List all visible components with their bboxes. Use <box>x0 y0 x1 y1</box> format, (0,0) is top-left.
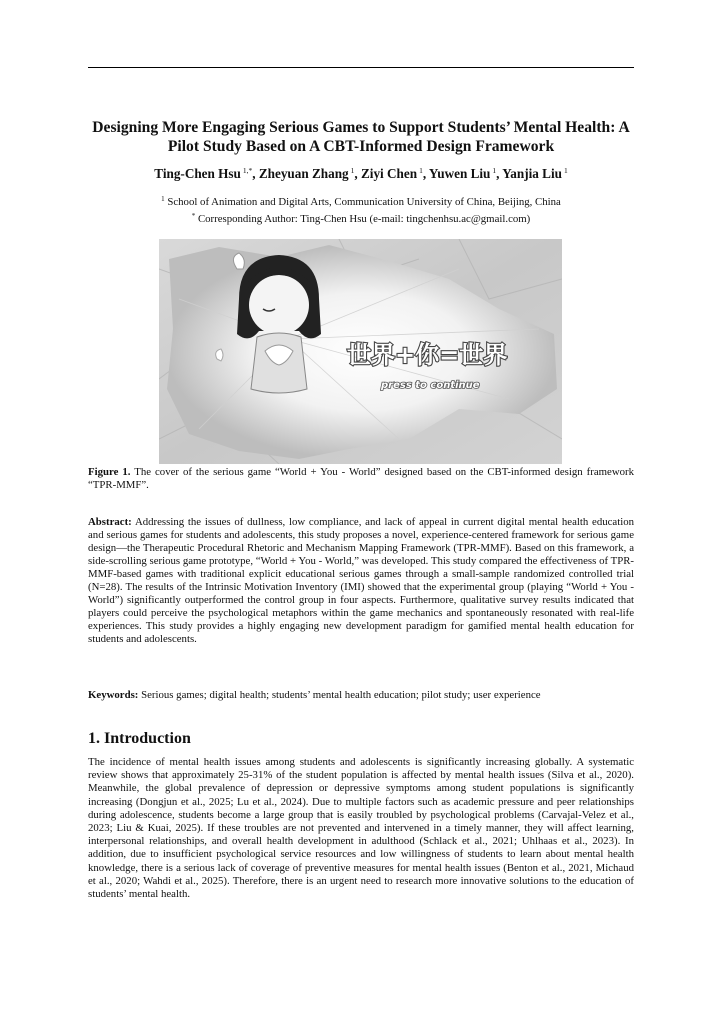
keywords-line: Keywords: Serious games; digital health; students’ mental health education; pilot study; user experience <box>88 689 541 701</box>
author-name: Yuwen Liu <box>428 166 491 181</box>
author-name: Yanjia Liu <box>502 166 562 181</box>
game-cover-figure <box>159 239 562 464</box>
paper-title: Designing More Engaging Serious Games to Support Students’ Mental Health: A Pilot Study Based on A CBT-Informed Design Framework <box>92 119 630 155</box>
affiliation-line: $^1$ School of Animation and Digital Arts, Communication University of China, Beijing, China <box>161 195 561 208</box>
author-list: Ting-Chen Hsu $^{1,*}$, Zheyuan Zhang $^1$, Ziyi Chen $^1$, Yuwen Liu $^1$, Yanjia Liu $^1$ <box>154 166 568 181</box>
author-affil-mark: 1 <box>492 166 497 175</box>
introduction-paragraph: The incidence of mental health issues among students and adolescents is significantly increasing globally. A systematic review shows that approximately 25-31% of the student population is affected by mental health issues (Silva et al., 2020). Meanwhile, the global prevalence of depression or depressive symptoms among student populations is significantly increasing (Dongjun et al., 2025; Lu et al., 2024). Due to multiple factors such as academic pressure and peer relationships during adolescence, students become a large group that is easily troubled by psychological problems (Carvajal-Velez et al., 2023; Liu & Kuai, 2025). If these troubles are not prevented and intervened in a timely manner, they will affect learning, interpersonal relationships, and overall health development in adulthood (Schlack et al., 2021; Uhlhaas et al., 2023). In addition, due to insufficient psychological service resources and low willingness of students to learn about mental health knowledge, there is a serious lack of coverage of preventive measures for mental health issues (Benton et al., 2021, Michaud et al., 2020; Wahdi et al., 2025). Therefore, there is an urgent need to research more innovative solutions to the education of students’ mental health. <box>88 756 634 901</box>
author-affil-mark: 1 <box>350 166 355 175</box>
author-affil-mark: 1 <box>419 166 423 175</box>
affiliation-block <box>88 192 634 226</box>
game-title-text: 世界+你=世界 <box>347 341 508 369</box>
corresponding-author-line: * Corresponding Author: Ting-Chen Hsu (e-mail: tingchenhsu.ac@gmail.com) <box>191 212 531 225</box>
author-name: Zheyuan Zhang <box>258 166 349 181</box>
author-affil-mark: 1 <box>563 166 568 175</box>
section-heading: 1. Introduction <box>88 730 191 747</box>
header-rule <box>88 67 634 68</box>
abstract-paragraph: Abstract: Addressing the issues of dullness, low compliance, and lack of appeal in current digital mental health education and serious games for students and adolescents, this study proposes a novel, experience-centered framework for serious game design—the Therapeutic Procedural Rhetoric and Mechanism Mapping Framework (TPR-MMF). Based on this framework, a side-scrolling serious game prototype, “World + You - World,” was developed. This study compared the effectiveness of TPR-MMF-based games with traditional explicit educational serious games through a small-sample randomized controlled trial (N=28). The results of the Intrinsic Motivation Inventory (IMI) showed that the experimental group (playing “World + You - World”) significantly outperformed the control group in four aspects. Furthermore, qualitative survey results indicated that players could perceive the psychological metaphors within the game mechanics and spontaneously resonated with real-life experiences. This study provides a highly engaging new development paradigm for gamified mental health education for students and adolescents. <box>88 516 634 645</box>
author-name: Ziyi Chen <box>361 166 418 181</box>
author-affil-mark: 1,* <box>242 166 253 175</box>
figure-caption: Figure 1. The cover of the serious game “World + You - World” designed based on the CBT-informed design framework “TPR-MMF”. <box>88 466 635 491</box>
author-name: Ting-Chen Hsu <box>154 166 241 181</box>
press-to-continue-text: press to continue <box>381 380 480 391</box>
